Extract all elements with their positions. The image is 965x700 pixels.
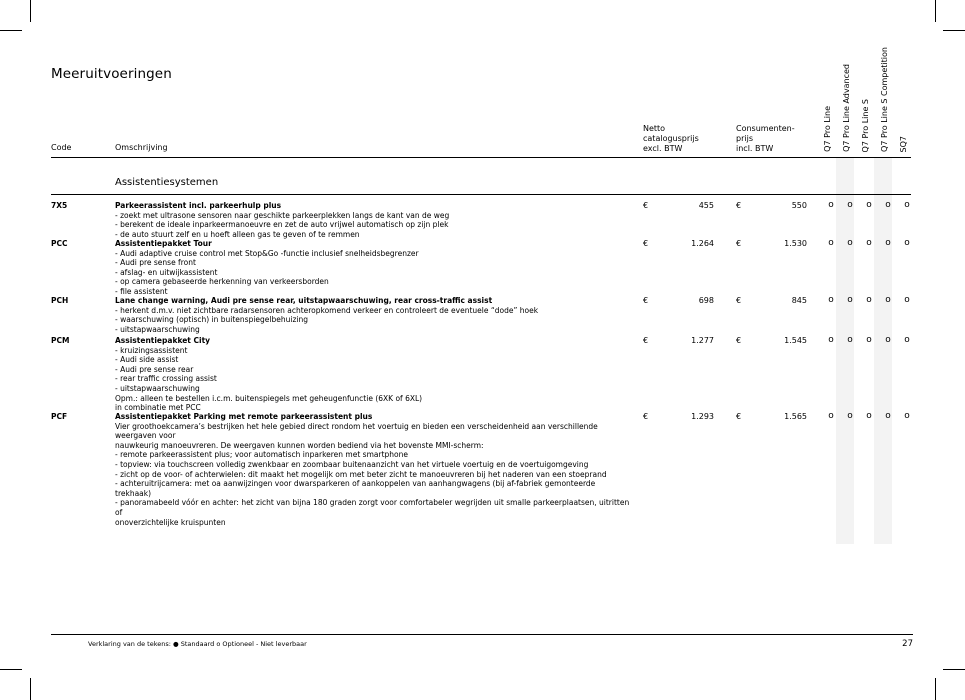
availability-mark: o — [847, 200, 853, 210]
description-line: - achteruitrijcamera: met oa aanwijzingen voor dwarsparkeren of aankoppelen van aanhangwagens (bij af-fabriek gemonteerde trekhaak) — [115, 479, 596, 498]
netto-price: 1.277 — [691, 336, 714, 345]
crop-mark — [30, 0, 31, 22]
netto-price: 698 — [698, 296, 714, 305]
netto-price: 1.293 — [691, 412, 714, 421]
availability-mark: o — [885, 411, 891, 421]
description-line: - Audi pre sense rear — [115, 364, 194, 374]
description-line: - berekent de ideale inparkeermanoeuvre en zet de auto vrijwel automatisch op zijn plek — [115, 220, 449, 230]
section-rule — [51, 194, 911, 195]
description-line: - de auto stuurt zelf en u hoeft alleen gas te geven of te remmen — [115, 229, 360, 239]
availability-mark: o — [885, 200, 891, 210]
option-description — [115, 201, 630, 239]
header-consumer-line: incl. BTW — [736, 144, 774, 153]
option-code: 7X5 — [51, 201, 68, 210]
option-description — [115, 296, 630, 334]
euro-sign: € — [736, 296, 742, 305]
consumer-price: 1.545 — [784, 336, 807, 345]
description-line: - kruizingsassistent — [115, 345, 188, 355]
euro-sign: € — [736, 201, 742, 210]
crop-mark — [0, 30, 22, 31]
euro-sign: € — [643, 296, 649, 305]
description-line: - topview: via touchscreen volledig zwenkbaar en zoombaar buitenaanzicht van het virtuele voertuig en de voertuigomgeving — [115, 459, 589, 469]
section-title: Assistentiesystemen — [115, 177, 219, 188]
footer-legend: Verklaring van de tekens: ● Standaard o Optioneel - Niet leverbaar — [88, 640, 307, 648]
option-name: Lane change warning, Audi pre sense rear, uitstapwaarschuwing, rear cross-traffic assist — [115, 296, 493, 305]
header-variant: Q7 Pro Line — [823, 106, 832, 152]
page-title: Meeruitvoeringen — [51, 66, 172, 82]
euro-sign: € — [736, 336, 742, 345]
consumer-price: 550 — [791, 201, 807, 210]
availability-mark: o — [885, 295, 891, 305]
description-line: - rear traffic crossing assist — [115, 374, 217, 384]
description-line: - zicht op de voor- of achterwielen: dit maakt het mogelijk om met beter zicht te manoeuvreren bij het naderen van een stoeprand — [115, 469, 607, 479]
availability-mark: o — [904, 335, 910, 345]
option-description — [115, 412, 630, 527]
header-description: Omschrijving — [115, 143, 168, 152]
description-line: Opm.: alleen te bestellen i.c.m. buitenspiegels met geheugenfunctie (6XK of 6XL) — [115, 393, 423, 403]
footer-rule — [51, 634, 913, 635]
option-name: Assistentiepakket City — [115, 336, 211, 345]
availability-mark: o — [828, 238, 834, 248]
crop-mark — [0, 669, 22, 670]
description-line: - panoramabeeld vóór en achter: het zicht van bijna 180 graden zorgt voor comfortabeler wegrijden uit smalle parkeerplaatsen, uitritten of — [115, 498, 630, 517]
euro-sign: € — [736, 412, 742, 421]
euro-sign: € — [643, 201, 649, 210]
option-description — [115, 239, 630, 297]
availability-mark: o — [866, 200, 872, 210]
option-code: PCF — [51, 412, 68, 421]
option-description — [115, 336, 630, 413]
availability-mark: o — [847, 238, 853, 248]
header-consumer-line: prijs — [736, 134, 753, 143]
availability-mark: o — [866, 238, 872, 248]
header-consumer-line: Consumenten- — [736, 124, 795, 133]
availability-mark: o — [828, 335, 834, 345]
header-netto-line: Netto — [643, 124, 666, 133]
header-netto-line: catalogusprijs — [643, 134, 699, 143]
crop-mark — [30, 678, 31, 700]
consumer-price: 845 — [791, 296, 807, 305]
description-line: - Audi pre sense front — [115, 258, 196, 268]
netto-price: 1.264 — [691, 239, 714, 248]
header-variant: Q7 Pro Line S Competition — [880, 47, 889, 152]
euro-sign: € — [643, 412, 649, 421]
page-number: 27 — [902, 639, 913, 649]
availability-mark: o — [847, 411, 853, 421]
option-name: Parkeerassistent incl. parkeerhulp plus — [115, 201, 282, 210]
euro-sign: € — [643, 336, 649, 345]
availability-mark: o — [828, 200, 834, 210]
header-rule — [51, 157, 911, 158]
header-code: Code — [51, 143, 72, 152]
option-name: Assistentiepakket Parking met remote parkeerassistent plus — [115, 412, 373, 421]
description-line: - zoekt met ultrasone sensoren naar geschikte parkeerplekken langs de kant van de weg — [115, 210, 450, 220]
consumer-price: 1.530 — [784, 239, 807, 248]
description-line: - remote parkeerassistent plus; voor automatisch inparkeren met smartphone — [115, 450, 408, 460]
option-code: PCM — [51, 336, 70, 345]
crop-mark — [943, 30, 965, 31]
description-line: in combinatie met PCC — [115, 403, 201, 413]
crop-mark — [943, 669, 965, 670]
availability-mark: o — [885, 238, 891, 248]
header-variant: Q7 Pro Line Advanced — [842, 64, 851, 152]
availability-mark: o — [866, 295, 872, 305]
description-line: - uitstapwaarschuwing — [115, 324, 200, 334]
description-line: - op camera gebaseerde herkenning van verkeersborden — [115, 277, 329, 287]
header-consumer — [736, 124, 795, 154]
column-shade — [836, 158, 854, 544]
euro-sign: € — [736, 239, 742, 248]
description-line: - Audi side assist — [115, 355, 179, 365]
column-shade — [874, 158, 892, 544]
header-variant: Q7 Pro Line S — [861, 98, 870, 152]
availability-mark: o — [847, 295, 853, 305]
description-line: - waarschuwing (optisch) in buitenspiegelbehuizing — [115, 315, 309, 325]
availability-mark: o — [847, 335, 853, 345]
consumer-price: 1.565 — [784, 412, 807, 421]
option-name: Assistentiepakket Tour — [115, 239, 212, 248]
header-netto — [643, 124, 699, 154]
euro-sign: € — [643, 239, 649, 248]
description-line: - file assistent — [115, 286, 168, 296]
header-variant: SQ7 — [899, 135, 908, 152]
description-line: onoverzichtelijke kruispunten — [115, 517, 226, 527]
option-code: PCH — [51, 296, 69, 305]
description-line: - Audi adaptive cruise control met Stop&Go -functie inclusief snelheidsbegrenzer — [115, 248, 419, 258]
availability-mark: o — [866, 411, 872, 421]
description-line: - uitstapwaarschuwing — [115, 383, 200, 393]
availability-mark: o — [828, 411, 834, 421]
crop-mark — [935, 0, 936, 22]
availability-mark: o — [828, 295, 834, 305]
description-line: Vier groothoekcamera’s bestrijken het hele gebied direct rondom het voertuig en bieden een verscheidenheid aan verschillende weergaven voor — [115, 421, 598, 441]
option-code: PCC — [51, 239, 68, 248]
availability-mark: o — [866, 335, 872, 345]
description-line: nauwkeurig manoeuvreren. De weergaven kunnen worden bediend via het bovenste MMI-scherm: — [115, 440, 484, 450]
header-netto-line: excl. BTW — [643, 144, 683, 153]
availability-mark: o — [904, 295, 910, 305]
netto-price: 455 — [698, 201, 714, 210]
availability-mark: o — [904, 411, 910, 421]
description-line: - afslag- en uitwijkassistent — [115, 267, 218, 277]
availability-mark: o — [885, 335, 891, 345]
description-line: - herkent d.m.v. niet zichtbare radarsensoren achteropkomend verkeer en controleert de eventuele “dode” hoek — [115, 305, 539, 315]
availability-mark: o — [904, 238, 910, 248]
availability-mark: o — [904, 200, 910, 210]
crop-mark — [935, 678, 936, 700]
